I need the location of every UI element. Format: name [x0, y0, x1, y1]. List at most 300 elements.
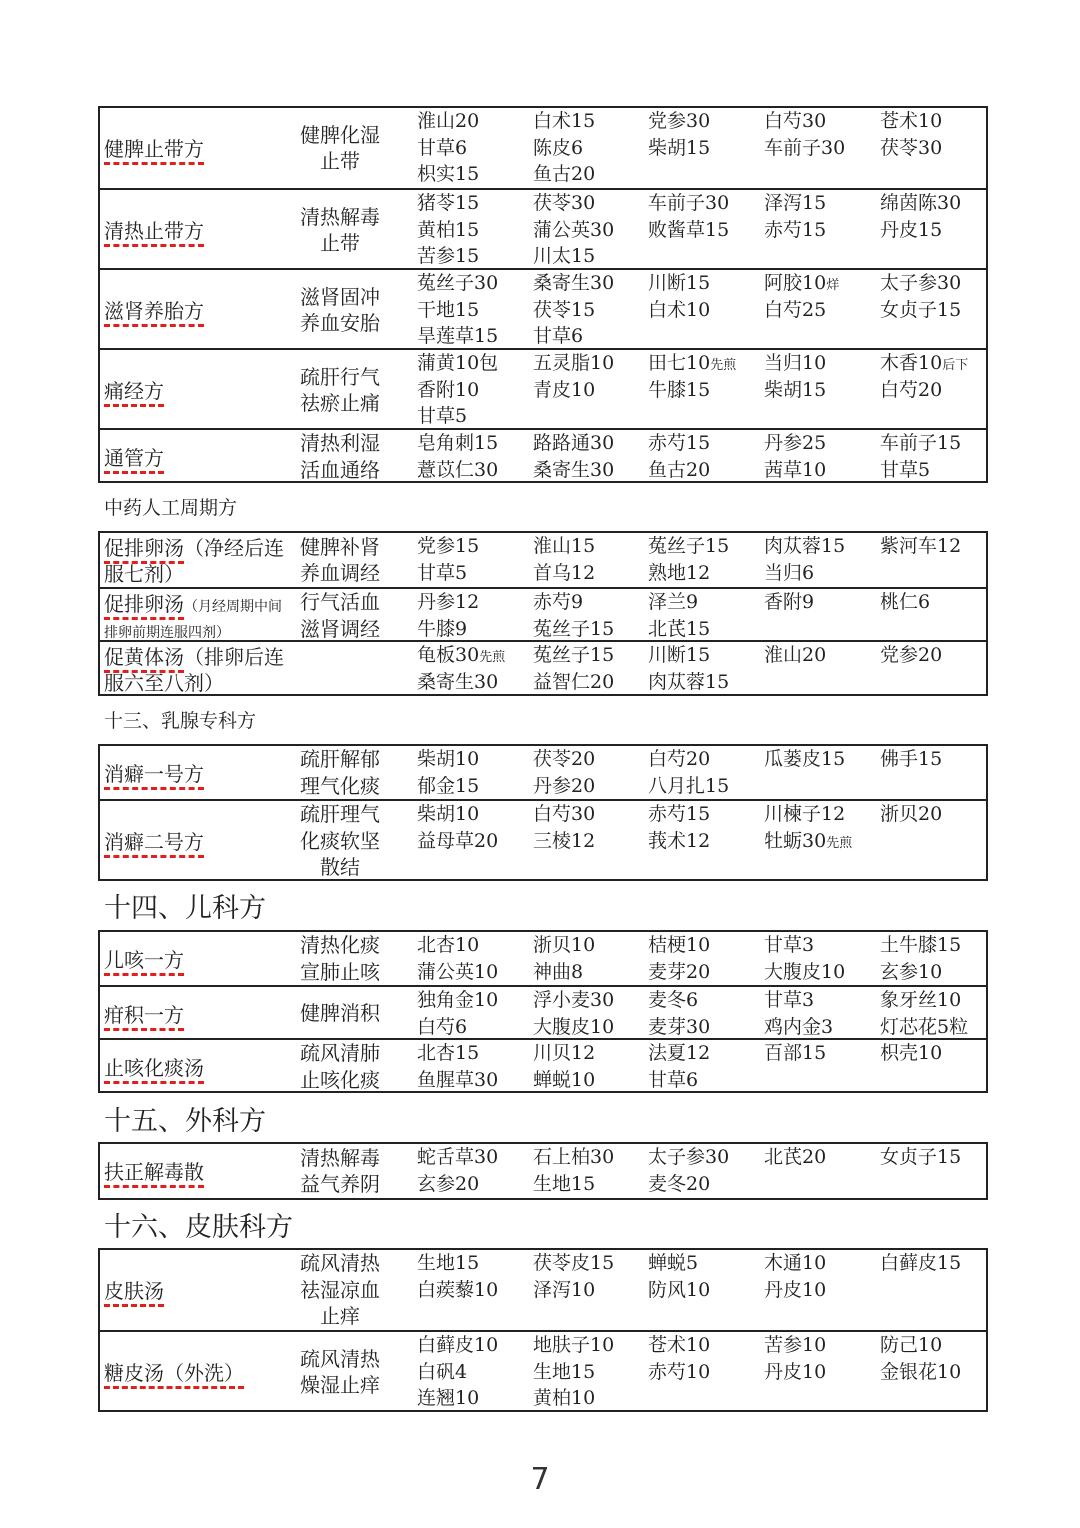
herb-item: 女贞子15	[880, 1146, 962, 1168]
herb-item: 浮小麦30	[533, 989, 615, 1011]
herb-prep-note: 烊	[826, 278, 840, 293]
herb-item: 防风10	[648, 1278, 711, 1301]
herb-item: 连翘10	[417, 1387, 480, 1409]
formula-effect	[285, 1346, 395, 1399]
herb-item: 麦冬6	[648, 989, 699, 1011]
herb-item: 茯苓15	[533, 298, 596, 321]
formula-name	[104, 535, 284, 587]
formula-effect-line: 化痰软坚	[300, 828, 380, 853]
herb-item: 熟地12	[648, 561, 711, 584]
formula-name	[104, 644, 284, 696]
herb-item: 白术15	[533, 110, 596, 132]
herb-column	[880, 801, 942, 828]
herb-item: 桃仁6	[880, 591, 931, 613]
herb-item: 玄参10	[880, 960, 943, 983]
formula-name-text: 促黄体汤	[104, 645, 184, 673]
formula-effect-line: 养血调经	[300, 561, 380, 585]
herb-item	[764, 270, 839, 297]
herb-item: 川太15	[533, 245, 596, 267]
formula-table-pediatric	[98, 930, 988, 1093]
formula-table-breast	[98, 744, 988, 881]
formula-effect-line: 疏肝理气	[300, 802, 380, 827]
herb-column	[764, 987, 833, 1040]
herb-dose: 阿胶10	[764, 272, 827, 294]
formula-effect-line: 燥湿止痒	[300, 1373, 380, 1397]
formula-name	[104, 1055, 204, 1081]
herb-item: 甘草3	[764, 934, 815, 956]
herb-item: 车前子15	[880, 432, 962, 454]
herb-column	[880, 746, 942, 773]
herb-item: 苦参15	[417, 245, 480, 267]
herb-column	[880, 108, 942, 161]
herb-item: 牛膝9	[417, 617, 468, 640]
section-heading-cycle: 中药人工周期方	[104, 497, 238, 519]
formula-name	[104, 761, 204, 787]
formula-row	[100, 932, 986, 985]
herb-item: 黄柏10	[533, 1387, 596, 1409]
herb-item: 肉苁蓉15	[764, 535, 846, 557]
herb-item: 茯苓皮15	[533, 1252, 615, 1274]
formula-effect	[285, 1000, 395, 1027]
formula-row	[100, 188, 986, 268]
herb-item: 丹参20	[533, 774, 596, 797]
formula-row	[100, 268, 986, 348]
formula-name-text: 消癖二号方	[104, 830, 204, 858]
formula-name	[104, 947, 184, 973]
herb-item: 柴胡10	[417, 748, 480, 770]
herb-item: 蒲公英30	[533, 218, 615, 241]
herb-item: 皂角刺15	[417, 432, 499, 454]
herb-column	[764, 1250, 826, 1303]
herb-item: 灯芯花5粒	[880, 1015, 969, 1038]
herb-item: 桑寄生30	[533, 272, 615, 294]
herb-column	[880, 589, 930, 616]
herb-item: 绵茵陈30	[880, 192, 962, 214]
herb-column	[417, 589, 479, 642]
formula-name	[104, 1159, 204, 1185]
herb-column	[533, 642, 614, 695]
formula-effect-line: 宣肺止咳	[300, 959, 380, 984]
herb-item: 泽泻10	[533, 1278, 596, 1301]
herb-item: 益智仁20	[533, 670, 615, 693]
formula-effect-line: 滋肾固冲	[300, 284, 380, 309]
herb-item: 北芪15	[648, 617, 711, 640]
herb-item: 败酱草15	[648, 218, 730, 241]
formula-effect-line: 养血安胎	[300, 311, 380, 335]
herb-item: 益母草20	[417, 829, 499, 852]
formula-effect	[285, 204, 395, 257]
herb-item: 玄参20	[417, 1172, 480, 1195]
herb-column	[417, 987, 498, 1040]
formula-effect-line: 行气活血	[300, 590, 380, 614]
formula-effect-line: 祛湿凉血	[300, 1277, 380, 1302]
herb-item: 太子参30	[648, 1146, 730, 1168]
herb-item: 五灵脂10	[533, 352, 615, 374]
section-heading-pediatric: 十四、儿科方	[104, 893, 266, 924]
formula-name-text: 疳积一方	[104, 1003, 184, 1031]
herb-item: 防己10	[880, 1334, 943, 1356]
herb-item: 莪术12	[648, 829, 711, 852]
formula-name-text: 糖皮汤（外洗）	[104, 1361, 244, 1389]
herb-prep-note: 先煎	[826, 835, 853, 851]
formula-name-text: 扶正解毒散	[104, 1160, 204, 1188]
herb-item: 桔梗10	[648, 934, 711, 956]
herb-item: 桑寄生30	[417, 670, 499, 693]
herb-item: 枳实15	[417, 163, 480, 185]
herb-item: 白芍20	[880, 378, 943, 401]
herb-item: 甘草6	[533, 325, 584, 347]
herb-item: 北杏10	[417, 934, 480, 956]
formula-name	[104, 829, 204, 855]
herb-item: 甘草3	[764, 989, 815, 1011]
herb-column	[764, 801, 852, 854]
herb-column	[533, 190, 614, 270]
herb-item: 车前子30	[648, 192, 730, 214]
herb-item: 白藓皮10	[417, 1334, 499, 1356]
herb-item: 苍术10	[880, 110, 943, 132]
herb-item: 郁金15	[417, 774, 480, 797]
herb-item: 赤芍15	[764, 218, 827, 241]
herb-column	[764, 589, 814, 616]
herb-column	[417, 1250, 498, 1303]
formula-row	[100, 1038, 986, 1091]
herb-item: 甘草6	[648, 1068, 699, 1091]
herb-item: 鱼古20	[648, 458, 711, 481]
formula-effect-line: 清热解毒	[300, 204, 380, 229]
herb-item: 紫河车12	[880, 535, 962, 557]
section-heading-skin: 十六、皮肤科方	[104, 1212, 293, 1243]
formula-effect-line: 祛瘀止痛	[300, 391, 380, 415]
formula-row	[100, 746, 986, 799]
herb-column	[764, 1144, 826, 1171]
herb-column	[764, 430, 826, 483]
herb-item: 白芍20	[648, 748, 711, 770]
herb-item: 麦芽20	[648, 960, 711, 983]
formula-effect	[285, 534, 395, 587]
herb-item: 神曲8	[533, 960, 584, 983]
formula-effect	[285, 122, 395, 175]
formula-effect-line: 益气养阴	[300, 1172, 380, 1196]
herb-item: 川楝子12	[764, 803, 846, 825]
formula-name	[104, 1002, 184, 1028]
herb-item: 浙贝10	[533, 934, 596, 956]
formula-effect-line: 滋肾调经	[300, 616, 380, 641]
herb-item: 麦芽30	[648, 1015, 711, 1038]
formula-effect-line: 疏风清肺	[300, 1041, 380, 1065]
formula-name	[104, 298, 204, 324]
herb-item	[764, 828, 852, 855]
herb-item	[417, 642, 505, 669]
herb-column	[417, 533, 479, 586]
herb-item: 赤芍9	[533, 591, 584, 613]
formula-effect-line: 清热化痰	[300, 933, 380, 957]
herb-item: 首乌12	[533, 561, 596, 584]
formula-effect-line: 止带	[320, 149, 360, 173]
formula-name	[104, 378, 164, 404]
herb-column	[764, 350, 826, 403]
herb-item: 枳壳10	[880, 1042, 943, 1064]
herb-item: 丹皮10	[764, 1278, 827, 1301]
herb-item: 甘草5	[880, 458, 931, 481]
herb-item: 白芍30	[764, 110, 827, 132]
herb-column	[880, 1144, 961, 1171]
herb-item: 川断15	[648, 644, 711, 666]
herb-column	[417, 190, 479, 270]
formula-name	[104, 136, 204, 162]
formula-effect-line: 止咳化痰	[300, 1067, 380, 1092]
formula-row	[100, 1250, 986, 1330]
herb-column	[417, 801, 498, 854]
herb-item: 陈皮6	[533, 136, 584, 159]
herb-item: 蒲公英10	[417, 960, 499, 983]
herb-item: 牛膝15	[648, 378, 711, 401]
herb-item	[648, 350, 736, 377]
formula-effect	[285, 801, 395, 881]
herb-column	[417, 270, 498, 350]
herb-dose: 木香10	[880, 352, 943, 374]
herb-item: 百部15	[764, 1042, 827, 1064]
formula-name	[104, 218, 204, 244]
herb-column	[533, 1040, 595, 1093]
formula-effect-line: 清热解毒	[300, 1145, 380, 1170]
herb-column	[880, 987, 968, 1040]
formula-name-text: 止咳化痰汤	[104, 1056, 204, 1084]
formula-row	[100, 799, 986, 879]
herb-dose: 田七10	[648, 352, 711, 374]
herb-column	[533, 987, 614, 1040]
herb-item: 茯苓20	[533, 748, 596, 770]
herb-column	[533, 533, 595, 586]
formula-name-text: 促排卵汤	[104, 592, 184, 620]
formula-effect	[285, 1250, 395, 1330]
herb-column	[764, 108, 845, 161]
herb-item: 白藓皮15	[880, 1252, 962, 1274]
herb-item: 木通10	[764, 1252, 827, 1274]
herb-item: 菟丝子30	[417, 272, 499, 294]
herb-item: 白芍6	[417, 1015, 468, 1038]
herb-column	[880, 1250, 961, 1277]
herb-item: 甘草6	[417, 136, 468, 159]
herb-column	[417, 642, 505, 695]
herb-column	[417, 1144, 498, 1197]
herb-item: 茜草10	[764, 458, 827, 481]
formula-row	[100, 348, 986, 428]
herb-item: 鸡内金3	[764, 1015, 834, 1038]
herb-column	[764, 533, 845, 586]
herb-prep-note: 先煎	[710, 358, 737, 373]
herb-prep-note: 后下	[942, 358, 969, 373]
formula-row	[100, 640, 986, 694]
formula-table-surgery	[98, 1142, 988, 1200]
formula-row	[100, 1330, 986, 1410]
herb-item: 党参30	[648, 110, 711, 132]
herb-column	[417, 350, 498, 430]
formula-name	[104, 1278, 164, 1304]
herb-column	[764, 270, 839, 323]
formula-name	[104, 445, 164, 471]
herb-item: 麦冬20	[648, 1172, 711, 1195]
herb-item: 泽泻15	[764, 192, 827, 214]
herb-item: 川贝12	[533, 1042, 596, 1064]
herb-column	[648, 987, 710, 1040]
herb-item: 赤芍10	[648, 1360, 711, 1383]
herb-column	[648, 801, 710, 854]
herb-item: 淮山20	[764, 644, 827, 666]
herb-column	[648, 190, 729, 243]
herb-item: 菟丝子15	[533, 644, 615, 666]
herb-item: 大腹皮10	[533, 1015, 615, 1038]
formula-effect-line: 健脾消积	[300, 1001, 380, 1026]
herb-item: 党参20	[880, 644, 943, 666]
formula-name-text: 消癖一号方	[104, 762, 204, 790]
herb-column	[648, 270, 710, 323]
herb-item: 苍术10	[648, 1334, 711, 1356]
formula-effect-line: 活血通络	[300, 457, 380, 482]
herb-item: 白芍30	[533, 803, 596, 825]
herb-item: 菟丝子15	[533, 617, 615, 640]
herb-column	[880, 642, 942, 669]
page-number: 7	[530, 1462, 550, 1497]
formula-effect-line: 疏肝行气	[300, 364, 380, 389]
herb-column	[533, 108, 595, 188]
section-heading-surgery: 十五、外科方	[104, 1106, 266, 1137]
formula-table-cycle	[98, 531, 988, 696]
formula-name-text: 通管方	[104, 446, 164, 474]
herb-column	[417, 932, 498, 985]
herb-item: 北芪20	[764, 1146, 827, 1168]
formula-effect-line: 散结	[320, 855, 360, 880]
formula-name-text: 皮肤汤	[104, 1279, 164, 1307]
formula-name	[104, 591, 284, 643]
formula-effect-line: 疏肝解郁	[300, 747, 380, 771]
formula-effect-line: 健脾补肾	[300, 534, 380, 559]
formula-row	[100, 985, 986, 1038]
formula-effect	[285, 1145, 395, 1198]
formula-effect-line: 疏风清热	[300, 1346, 380, 1371]
formula-name-note: （净经后连服七剂）	[104, 536, 284, 586]
formula-effect	[285, 284, 395, 337]
herb-item: 甘草5	[417, 405, 468, 427]
formula-name-note: （月经周期中间排卵前期连服四剂）	[104, 599, 282, 641]
herb-column	[417, 1332, 498, 1412]
herb-item: 独角金10	[417, 989, 499, 1011]
herb-column	[533, 350, 614, 403]
formula-effect	[285, 932, 395, 985]
herb-item: 大腹皮10	[764, 960, 846, 983]
section-heading-breast: 十三、乳腺专科方	[104, 710, 257, 732]
herb-item: 香附10	[417, 378, 480, 401]
herb-item: 浙贝20	[880, 803, 943, 825]
herb-item: 苦参10	[764, 1334, 827, 1356]
herb-column	[533, 1144, 614, 1197]
herb-item: 金银花10	[880, 1360, 962, 1383]
herb-item: 黄柏15	[417, 218, 480, 241]
herb-item: 法夏12	[648, 1042, 711, 1064]
herb-item: 薏苡仁30	[417, 458, 499, 481]
herb-item: 淮山15	[533, 535, 596, 557]
formula-name-text: 痛经方	[104, 379, 164, 407]
herb-column	[880, 1332, 961, 1385]
formula-name-text: 促排卵汤	[104, 536, 184, 564]
herb-prep-note: 先煎	[479, 650, 506, 665]
herb-column	[533, 270, 614, 350]
herb-column	[648, 108, 710, 161]
herb-column	[764, 1332, 826, 1385]
formula-name-note: （排卵后连服六至八剂）	[104, 645, 284, 695]
herb-item: 茯苓30	[533, 192, 596, 214]
herb-column	[533, 932, 595, 985]
herb-column	[533, 589, 614, 642]
herb-column	[648, 1144, 729, 1197]
herb-column	[533, 1332, 614, 1412]
herb-item: 当归10	[764, 352, 827, 374]
herb-column	[648, 350, 736, 403]
herb-column	[764, 932, 845, 985]
formula-name	[104, 1360, 244, 1386]
herb-item: 鱼腥草30	[417, 1068, 499, 1091]
herb-item: 丹参12	[417, 591, 480, 613]
herb-item: 赤芍15	[648, 432, 711, 454]
herb-column	[533, 746, 595, 799]
herb-dose: 牡蛎30	[764, 829, 827, 852]
herb-column	[648, 1332, 710, 1385]
herb-column	[533, 1250, 614, 1303]
herb-item: 白术10	[648, 298, 711, 321]
formula-effect	[285, 430, 395, 483]
herb-column	[417, 430, 498, 483]
herb-column	[764, 1040, 826, 1067]
herb-column	[648, 589, 710, 642]
formula-name-text: 滋肾养胎方	[104, 299, 204, 327]
herb-item: 土牛膝15	[880, 934, 962, 956]
herb-column	[880, 1040, 942, 1067]
herb-item: 北杏15	[417, 1042, 480, 1064]
herb-column	[880, 533, 961, 560]
herb-item: 泽兰9	[648, 591, 699, 613]
formula-row	[100, 108, 986, 188]
herb-item: 白蒺藜10	[417, 1278, 499, 1301]
herb-item: 柴胡15	[764, 378, 827, 401]
herb-column	[417, 1040, 498, 1093]
herb-item: 瓜蒌皮15	[764, 748, 846, 770]
herb-item: 赤芍15	[648, 803, 711, 825]
formula-table-skin	[98, 1248, 988, 1412]
formula-effect	[285, 589, 395, 642]
herb-column	[648, 932, 710, 985]
herb-item: 干地15	[417, 298, 480, 321]
herb-item: 生地15	[417, 1252, 480, 1274]
herb-item: 佛手15	[880, 748, 943, 770]
herb-item: 丹皮15	[880, 218, 943, 241]
herb-column	[764, 190, 826, 243]
formula-effect	[285, 364, 395, 417]
herb-column	[648, 1040, 710, 1093]
herb-column	[880, 430, 961, 483]
herb-item: 车前子30	[764, 136, 846, 159]
herb-item: 蝉蜕10	[533, 1068, 596, 1091]
herb-item: 青皮10	[533, 378, 596, 401]
herb-item: 鱼古20	[533, 163, 596, 185]
herb-item: 柴胡15	[648, 136, 711, 159]
herb-dose: 龟板30	[417, 644, 480, 666]
herb-column	[648, 1250, 710, 1303]
herb-item: 白矾4	[417, 1360, 468, 1383]
herb-item: 蝉蜕5	[648, 1252, 699, 1274]
herb-column	[880, 270, 961, 323]
herb-column	[764, 642, 826, 669]
herb-item: 路路通30	[533, 432, 615, 454]
herb-item: 茯苓30	[880, 136, 943, 159]
